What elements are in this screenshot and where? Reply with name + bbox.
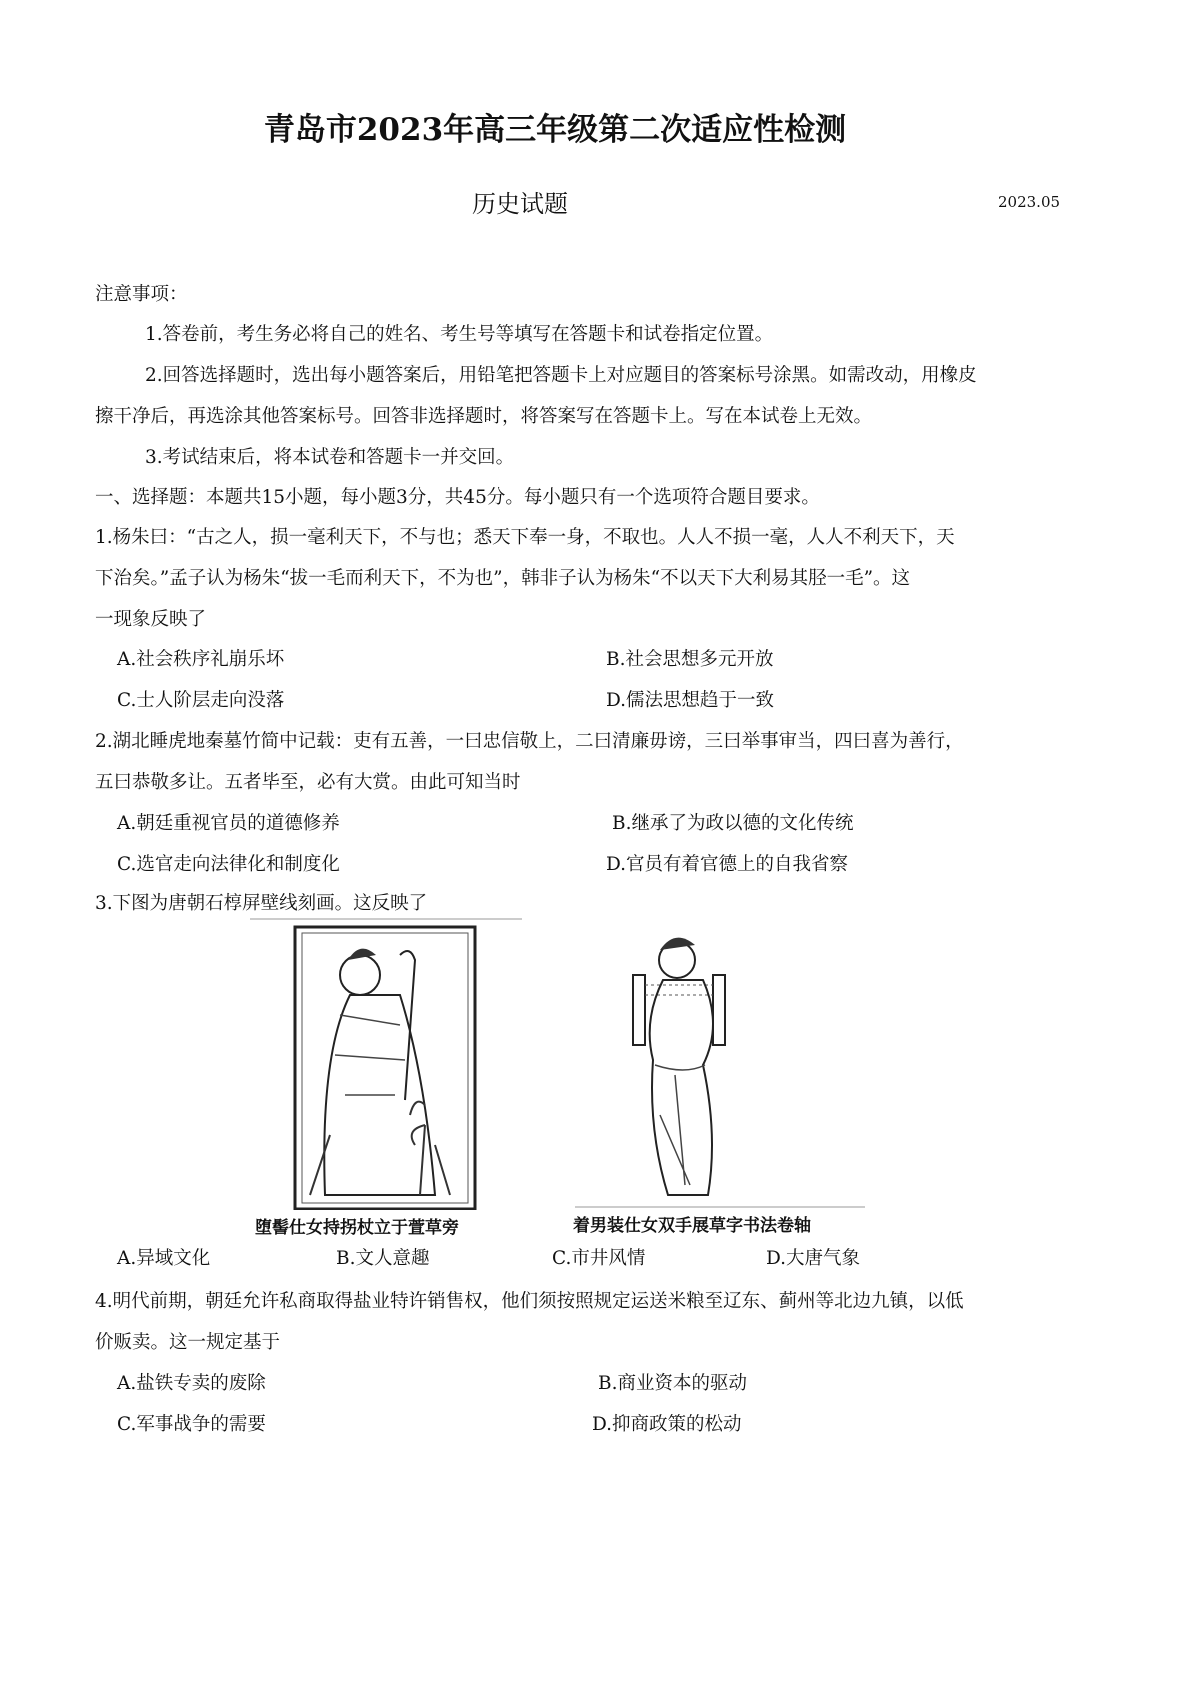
question-2-text: 2.湖北睡虎地秦墓竹简中记载：吏有五善，一曰忠信敬上，二曰清廉毋谤，三曰举事审当，四曰喜为善行， xyxy=(95,731,964,752)
q2-option-a: A.朝廷重视官员的道德修养 xyxy=(117,813,340,834)
q4-option-b: B.商业资本的驱动 xyxy=(598,1373,747,1394)
tang-engraving-right-image xyxy=(545,915,875,1210)
q1-option-c: C.士人阶层走向没落 xyxy=(117,690,285,711)
exam-title: 青岛市2023年高三年级第二次适应性检测 xyxy=(263,112,847,148)
notice-item: 3.考试结束后，将本试卷和答题卡一并交回。 xyxy=(145,447,515,468)
q3-option-b: B.文人意趣 xyxy=(336,1248,430,1269)
q3-option-c: C.市井风情 xyxy=(552,1248,646,1269)
q4-option-c: C.军事战争的需要 xyxy=(117,1414,266,1435)
q2-option-c: C.选官走向法律化和制度化 xyxy=(117,854,340,875)
notice-item: 擦干净后，再选涂其他答案标号。回答非选择题时，将答案写在答题卡上。写在本试卷上无效。 xyxy=(95,406,873,427)
question-4-text: 价贩卖。这一规定基于 xyxy=(95,1332,281,1353)
q1-option-a: A.社会秩序礼崩乐坏 xyxy=(117,649,285,670)
left-image-caption: 堕髻仕女持拐杖立于萱草旁 xyxy=(255,1218,459,1238)
question-1-text: 下治矣。”孟子认为杨朱“拔一毛而利天下，不为也”，韩非子认为杨朱“不以天下大利易其胫一毛”。这 xyxy=(95,568,911,589)
q4-option-a: A.盐铁专卖的废除 xyxy=(117,1373,266,1394)
right-image-caption: 着男装仕女双手展草字书法卷轴 xyxy=(573,1216,811,1236)
question-1-text: 1.杨朱曰：“古之人，损一毫利天下，不与也；悉天下奉一身，不取也。人人不损一毫，人人不利天下，天 xyxy=(95,527,955,548)
question-1-text: 一现象反映了 xyxy=(95,609,207,630)
notice-item: 2.回答选择题时，选出每小题答案后，用铅笔把答题卡上对应题目的答案标号涂黑。如需改动，用橡皮 xyxy=(145,365,977,386)
notice-item: 1.答卷前，考生务必将自己的姓名、考生号等填写在答题卡和试卷指定位置。 xyxy=(145,324,774,345)
question-3-text: 3.下图为唐朝石椁屏壁线刻画。这反映了 xyxy=(95,893,428,914)
question-4-text: 4.明代前期，朝廷允许私商取得盐业特许销售权，他们须按照规定运送米粮至辽东、蓟州等北边九镇，以低 xyxy=(95,1291,964,1312)
q1-option-d: D.儒法思想趋于一致 xyxy=(606,690,775,711)
section-heading: 一、选择题：本题共15小题，每小题3分，共45分。每小题只有一个选项符合题目要求。 xyxy=(95,487,820,508)
exam-date: 2023.05 xyxy=(998,193,1061,211)
q3-option-d: D.大唐气象 xyxy=(766,1248,861,1269)
q1-option-b: B.社会思想多元开放 xyxy=(606,649,774,670)
notice-heading: 注意事项： xyxy=(95,284,188,305)
q4-option-d: D.抑商政策的松动 xyxy=(592,1414,742,1435)
q2-option-d: D.官员有着官德上的自我省察 xyxy=(606,854,849,875)
question-2-text: 五曰恭敬多让。五者毕至，必有大赏。由此可知当时 xyxy=(95,772,521,793)
q3-option-a: A.异域文化 xyxy=(117,1248,211,1269)
tang-engraving-left-image xyxy=(250,915,530,1210)
exam-subtitle: 历史试题 xyxy=(472,190,568,218)
q2-option-b: B.继承了为政以德的文化传统 xyxy=(612,813,854,834)
